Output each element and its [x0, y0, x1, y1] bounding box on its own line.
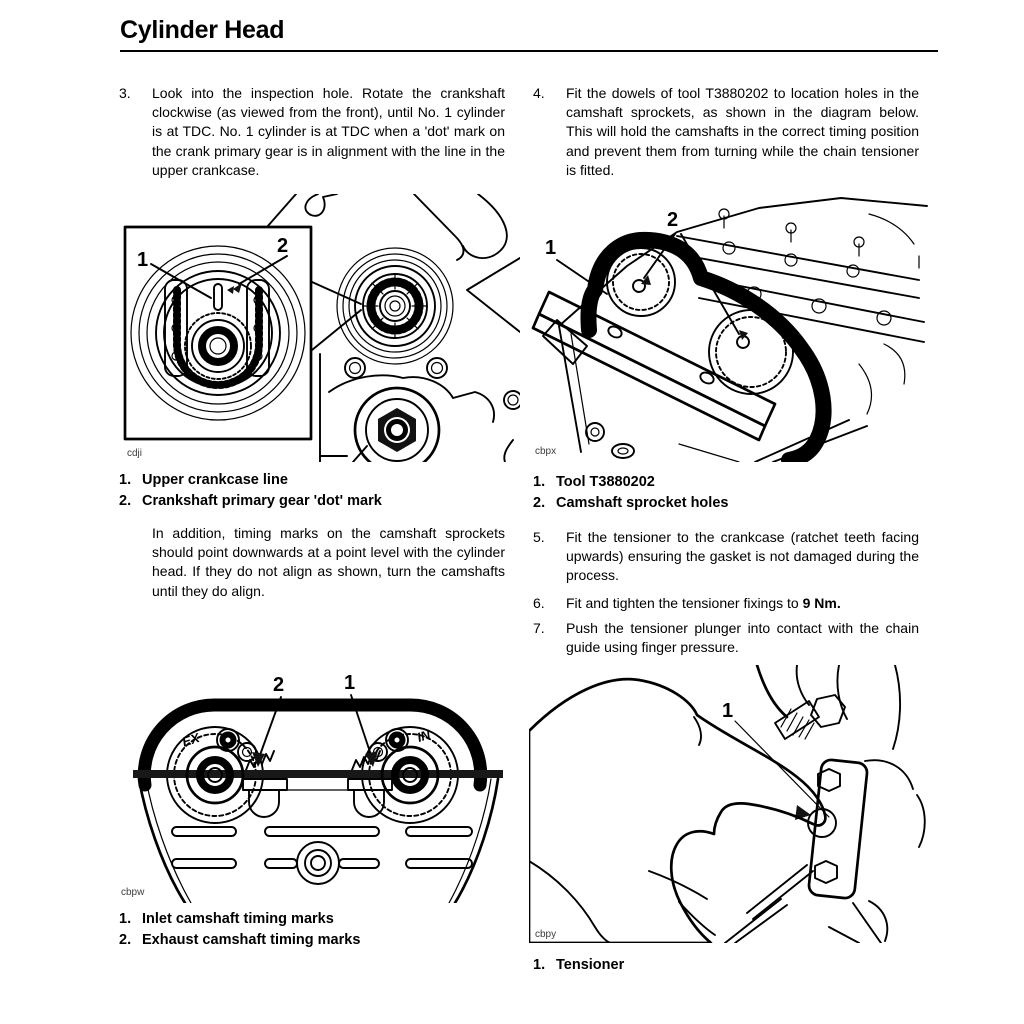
exhaust-sprocket-label: EX: [180, 729, 202, 750]
fig2-captions: [119, 911, 505, 949]
tensioner-finger-pressure-diagram: [529, 665, 929, 943]
page-header: [120, 16, 938, 52]
step-4-text: Fit the dowels of tool T3880202 to location holes in the camshaft sprockets, as shown in the diagram below. This will hold the camshafts in the correct timing position and prevent them from turning while the chain tensioner is fitted.: [566, 85, 919, 178]
step-7-number: 7.: [533, 619, 545, 636]
inlet-sprocket-label: IN: [415, 726, 433, 745]
fig4-captions: [533, 957, 919, 974]
fig3-callout-2: 2: [667, 209, 679, 232]
fig1-callout-2: 2: [277, 235, 289, 258]
page-title: Cylinder Head: [120, 16, 285, 44]
fig2-caption-1: 1. Inlet camshaft timing marks: [119, 910, 334, 927]
torque-value: 9 Nm.: [802, 594, 841, 611]
timing-chain: [588, 240, 823, 460]
fig1-callout-1: 1: [137, 249, 149, 272]
left-column: [119, 84, 505, 953]
step-3: [119, 84, 505, 180]
timing-mark-teeth: [246, 751, 380, 770]
camshaft-locking-tool-diagram: [529, 194, 929, 462]
cylinder-head-body: [133, 747, 503, 903]
fig3-caption-1: 1. Tool T3880202: [533, 474, 655, 491]
camshaft-timing-marks-diagram: [115, 663, 520, 903]
fig2-caption-2: 2. Exhaust camshaft timing marks: [119, 931, 361, 948]
fig1-code: cdji: [127, 448, 143, 460]
callout-lines: [545, 209, 748, 340]
fig1-caption-1: 1. Upper crankcase line: [119, 472, 288, 489]
right-column: [533, 84, 919, 978]
callout-arrows: [252, 672, 378, 767]
fig3-code: cbpx: [535, 446, 557, 458]
step-7: [533, 619, 919, 657]
timing-marks-paragraph: In addition, timing marks on the camshaft sprockets should point downwards at a point level with the cylinder head. If they do not align as shown, turn the camshafts until they do align.: [152, 525, 505, 599]
step-3-number: 3.: [119, 85, 131, 101]
step-4: [533, 84, 919, 180]
step-6-text: Fit and tighten the tensioner fixings to 9 Nm.: [566, 594, 841, 611]
step-6: [533, 594, 919, 613]
fig4-caption-1: 1. Tensioner: [533, 957, 625, 974]
step-5: [533, 528, 919, 586]
step-5-text: Fit the tensioner to the crankcase (ratchet teeth facing upwards) ensuring the gasket is not damaged during the process.: [566, 529, 919, 584]
fig3-callout-1: 1: [545, 237, 557, 260]
title-rule: [120, 50, 938, 52]
fig3-captions: [533, 474, 919, 512]
step-7-text: Push the tensioner plunger into contact with the chain guide using finger pressure.: [566, 619, 919, 656]
step-6-number: 6.: [533, 594, 545, 611]
fig2-callout-1: 1: [344, 671, 356, 694]
step-5-number: 5.: [533, 529, 545, 546]
fig4-code: cbpy: [535, 929, 557, 941]
crankshaft-gear-diagram: [115, 194, 520, 462]
fig2-code: cbpw: [121, 886, 145, 898]
step-4-number: 4.: [533, 85, 545, 101]
fig2-callout-2: 2: [273, 673, 285, 696]
cylinder-head-top: [559, 198, 927, 462]
fig1-captions: [119, 472, 505, 510]
step-3-text: Look into the inspection hole. Rotate the crankshaft clockwise (as viewed from the front), until No. 1 cylinder is at TDC. No. 1 cylinder is at TDC when a 'dot' mark on the crank primary gear is in alignment with the line in the upper crankcase.: [152, 85, 505, 178]
fig4-callout-1: 1: [722, 700, 734, 723]
inspection-hole-inset: [125, 227, 361, 439]
fig1-caption-2: 2. Crankshaft primary gear 'dot' mark: [119, 493, 382, 510]
fig3-caption-2: 2. Camshaft sprocket holes: [533, 495, 729, 512]
